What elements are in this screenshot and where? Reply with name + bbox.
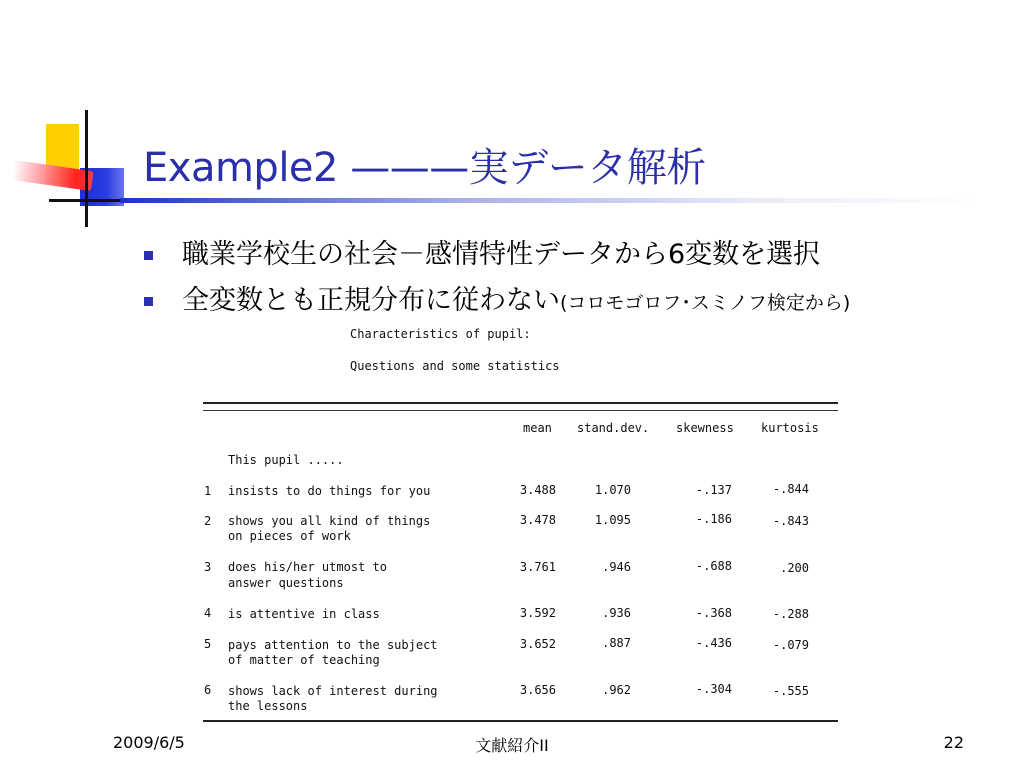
table-bottom-rule bbox=[203, 720, 838, 722]
cell-mean: 3.488 bbox=[519, 483, 556, 497]
row-number: 4 bbox=[204, 606, 212, 620]
footer-title: 文献紹介II bbox=[475, 736, 549, 755]
bullet-note: (コロモゴロフ･スミノフ検定から) bbox=[560, 292, 851, 314]
cell-skewness: -.368 bbox=[695, 606, 732, 620]
cell-stand-dev: .962 bbox=[602, 683, 631, 697]
decor-red-bar bbox=[12, 160, 94, 191]
decor-vertical-line bbox=[85, 110, 88, 227]
header-skewness: skewness bbox=[676, 421, 734, 435]
cell-mean: 3.656 bbox=[519, 683, 556, 697]
header-mean: mean bbox=[523, 421, 552, 435]
cell-mean: 3.652 bbox=[519, 637, 556, 651]
row-question: shows lack of interest during bbox=[228, 684, 438, 698]
header-stand-dev: stand.dev. bbox=[577, 421, 650, 435]
slide-title: Example2 ———実データ解析 bbox=[143, 145, 706, 191]
row-question: insists to do things for you bbox=[228, 484, 431, 498]
row-number: 3 bbox=[204, 560, 212, 574]
cell-stand-dev: .936 bbox=[602, 606, 631, 620]
cell-skewness: -.304 bbox=[695, 682, 732, 696]
row-question: is attentive in class bbox=[228, 607, 380, 621]
row-question: does his/her utmost to bbox=[228, 560, 387, 574]
cell-mean: 3.592 bbox=[519, 606, 556, 620]
cell-kurtosis: -.288 bbox=[772, 607, 809, 621]
row-question-continued: on pieces of work bbox=[228, 529, 351, 543]
title-underline bbox=[120, 198, 980, 203]
cell-mean: 3.478 bbox=[519, 513, 556, 527]
row-question-continued: answer questions bbox=[228, 576, 344, 590]
cell-kurtosis: -.844 bbox=[772, 482, 809, 496]
bullet-text: 職業学校生の社会－感情特性データから6変数を選択 bbox=[182, 239, 821, 270]
cell-kurtosis: -.555 bbox=[772, 684, 809, 698]
cell-mean: 3.761 bbox=[519, 560, 556, 574]
row-number: 5 bbox=[204, 637, 212, 651]
table-top-rule-thin bbox=[203, 410, 838, 411]
cell-stand-dev: 1.095 bbox=[594, 513, 631, 527]
cell-stand-dev: .887 bbox=[602, 636, 631, 650]
cell-kurtosis: -.843 bbox=[772, 514, 809, 528]
bullet-item bbox=[140, 232, 850, 278]
cell-skewness: -.688 bbox=[695, 559, 732, 573]
row-question: pays attention to the subject bbox=[228, 638, 438, 652]
cell-kurtosis: -.079 bbox=[772, 638, 809, 652]
cell-skewness: -.137 bbox=[695, 483, 732, 497]
footer-page-number: 22 bbox=[943, 733, 964, 752]
bullet-text: 全変数とも正規分布に従わない bbox=[182, 285, 560, 316]
cell-skewness: -.436 bbox=[695, 636, 732, 650]
bullet-item bbox=[140, 278, 850, 324]
row-number: 2 bbox=[204, 514, 212, 528]
cell-stand-dev: .946 bbox=[602, 560, 631, 574]
row-number: 1 bbox=[204, 484, 212, 498]
footer-date: 2009/6/5 bbox=[113, 733, 185, 752]
cell-skewness: -.186 bbox=[695, 512, 732, 526]
row-question: shows you all kind of things bbox=[228, 514, 431, 528]
cell-stand-dev: 1.070 bbox=[594, 483, 631, 497]
bullet-list bbox=[140, 232, 850, 324]
square-bullet-icon bbox=[144, 297, 153, 306]
row-number: 6 bbox=[204, 683, 212, 697]
table-intro: This pupil ..... bbox=[228, 453, 344, 467]
row-question-continued: the lessons bbox=[228, 699, 308, 713]
row-question-continued: of matter of teaching bbox=[228, 653, 380, 667]
table-caption: Characteristics of pupil: bbox=[350, 327, 531, 341]
table-top-rule bbox=[203, 402, 838, 404]
cell-kurtosis: .200 bbox=[780, 561, 809, 575]
header-kurtosis: kurtosis bbox=[761, 421, 819, 435]
statistics-table-image bbox=[198, 322, 843, 727]
table-subcaption: Questions and some statistics bbox=[350, 359, 560, 373]
square-bullet-icon bbox=[144, 251, 153, 260]
